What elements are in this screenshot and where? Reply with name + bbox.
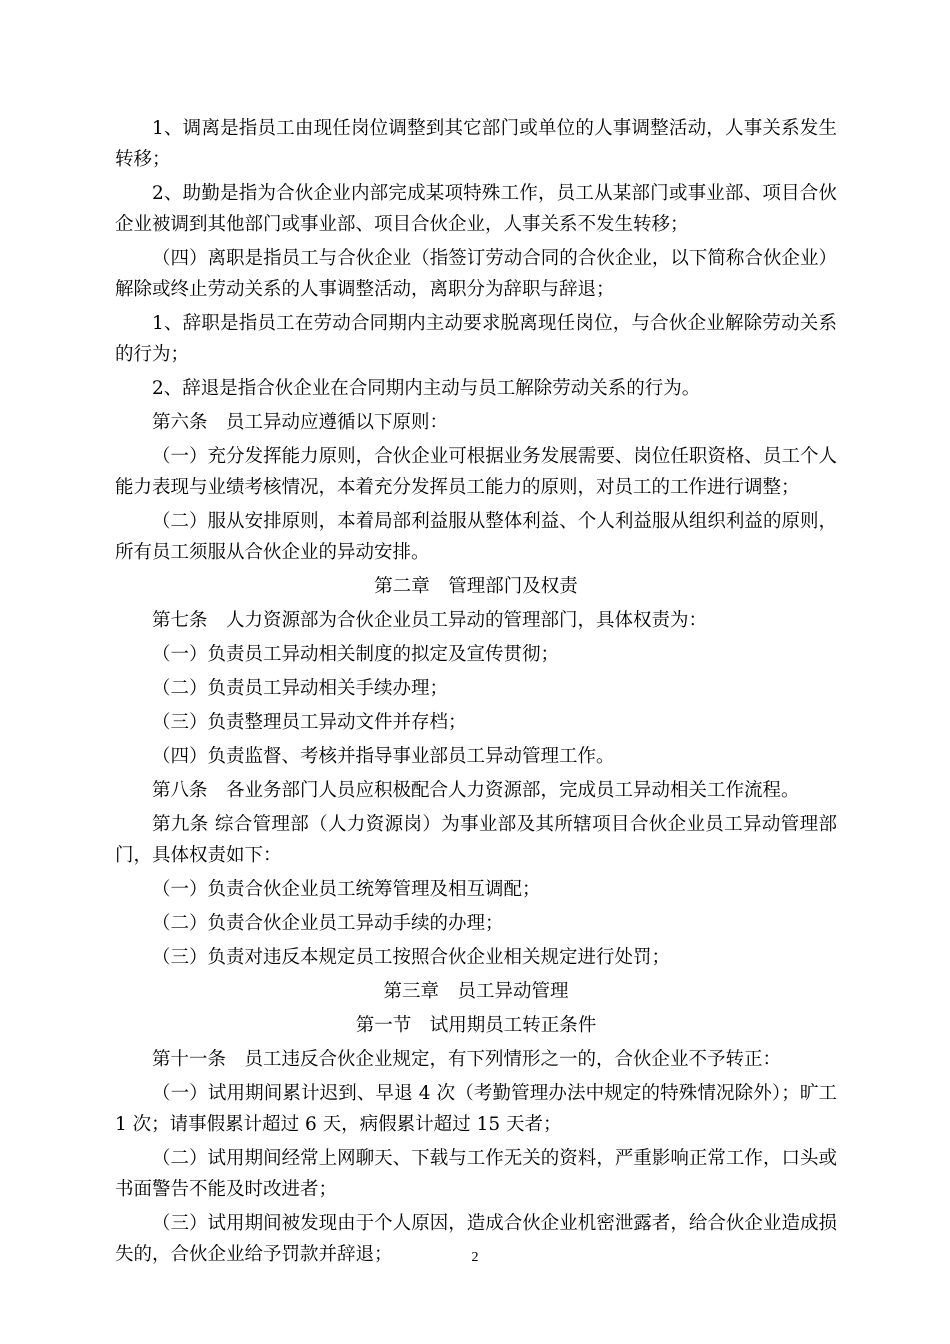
paragraph: 第六条 员工异动应遵循以下原则： [152, 412, 449, 433]
paragraph: 2、辞退是指合伙企业在合同期内主动与员工解除劳动关系的行为。 [152, 378, 701, 399]
paragraph: （一）负责合伙企业员工统筹管理及相互调配； [152, 879, 541, 900]
paragraph: （二）负责合伙企业员工异动手续的办理； [152, 913, 504, 934]
paragraph: （三）试用期间被发现由于个人原因，造成合伙企业机密泄露者，给合伙企业造成损失的，合伙企业给予罚款并辞退； [115, 1213, 837, 1265]
paragraph: （三）负责整理员工异动文件并存档； [152, 712, 467, 733]
section-heading: 第一节 试用期员工转正条件 [355, 1015, 597, 1036]
paragraph: （四）负责监督、考核并指导事业部员工异动管理工作。 [152, 746, 615, 767]
paragraph: （三）负责对违反本规定员工按照合伙企业相关规定进行处罚； [152, 947, 671, 968]
paragraph: 1、调离是指员工由现任岗位调整到其它部门或单位的人事调整活动，人事关系发生转移； [115, 118, 837, 170]
paragraph: （四）离职是指员工与合伙企业（指签订劳动合同的合伙企业，以下简称合伙企业）解除或终止劳动关系的人事调整活动，离职分为辞职与辞退； [115, 248, 837, 300]
paragraph: 1、辞职是指员工在劳动合同期内主动要求脱离现任岗位，与合伙企业解除劳动关系的行为； [115, 313, 837, 365]
paragraph: 第七条 人力资源部为合伙企业员工异动的管理部门，具体权责为： [152, 610, 708, 631]
paragraph: （一）试用期间累计迟到、早退 4 次（考勤管理办法中规定的特殊情况除外）；旷工 1 次；请事假累计超过 6 天，病假累计超过 15 天者； [115, 1083, 837, 1135]
paragraph: 2、助勤是指为合伙企业内部完成某项特殊工作，员工从某部门或事业部、项目合伙企业被调到其他部门或事业部、项目合伙企业，人事关系不发生转移； [115, 183, 837, 235]
paragraph: 第九条 综合管理部（人力资源岗）为事业部及其所辖项目合伙企业员工异动管理部门，具体权责如下： [115, 814, 837, 866]
paragraph: 第八条 各业务部门人员应积极配合人力资源部，完成员工异动相关工作流程。 [152, 780, 800, 801]
section-heading: 第二章 管理部门及权责 [374, 576, 578, 597]
paragraph: （二）试用期间经常上网聊天、下载与工作无关的资料，严重影响正常工作，口头或书面警告不能及时改进者； [115, 1148, 837, 1200]
paragraph: （一）负责员工异动相关制度的拟定及宣传贯彻； [152, 644, 560, 665]
paragraph: （二）服从安排原则，本着局部利益服从整体利益、个人利益服从组织利益的原则，所有员工须服从合伙企业的异动安排。 [115, 511, 837, 563]
section-heading: 第三章 员工异动管理 [383, 981, 569, 1002]
paragraph: （二）负责员工异动相关手续办理； [152, 678, 449, 699]
document-body [115, 113, 837, 1273]
paragraph: 第十一条 员工违反合伙企业规定，有下列情形之一的，合伙企业不予转正： [152, 1049, 782, 1070]
paragraph: （一）充分发挥能力原则，合伙企业可根据业务发展需要、岗位任职资格、员工个人能力表现与业绩考核情况，本着充分发挥员工能力的原则，对员工的工作进行调整； [115, 446, 837, 498]
page-number: 2 [471, 1250, 479, 1265]
